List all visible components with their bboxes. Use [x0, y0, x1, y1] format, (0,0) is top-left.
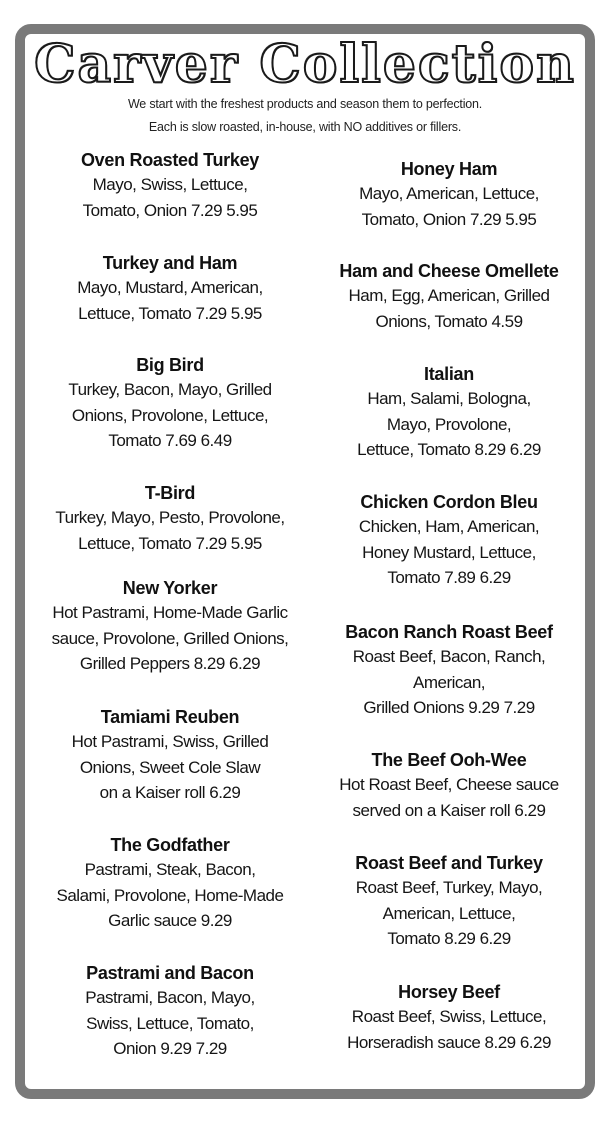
item-name: Ham and Cheese Omellete	[339, 261, 559, 281]
item-description-line: Tomato 7.69 6.49	[108, 431, 232, 450]
item-description-line: Tomato 8.29 6.29	[387, 929, 511, 948]
item-description-line: Pastrami, Bacon, Mayo,	[85, 988, 255, 1007]
item-description-line: Mayo, Swiss, Lettuce,	[92, 175, 248, 194]
item-description-line: Onions, Provolone, Lettuce,	[71, 405, 269, 425]
item-description-line: Grilled Peppers 8.29 6.29	[79, 654, 261, 673]
menu-subtitle-line-2: Each is slow roasted, in-house, with NO additives or fillers.	[148, 120, 462, 134]
item-description	[300, 644, 598, 721]
item-description	[30, 729, 310, 806]
menu-item-t-bird	[30, 481, 310, 556]
item-description-line: on a Kaiser roll 6.29	[99, 783, 241, 802]
item-name: Big Bird	[136, 355, 204, 375]
item-description	[300, 1004, 598, 1055]
menu-item-the-beef-ooh-wee	[300, 748, 598, 823]
item-description-line: Onions, Tomato 4.59	[375, 311, 523, 331]
item-name: Horsey Beef	[398, 982, 500, 1002]
item-name: The Godfather	[110, 835, 230, 855]
menu-item-turkey-and-ham	[30, 251, 310, 326]
item-description-line: Swiss, Lettuce, Tomato,	[86, 1013, 254, 1033]
item-description	[300, 386, 598, 463]
item-name: The Beef Ooh-Wee	[371, 750, 527, 770]
item-name: Italian	[424, 364, 474, 384]
menu-item-honey-ham	[300, 157, 598, 232]
item-name: Turkey and Ham	[102, 253, 238, 273]
item-description	[30, 172, 310, 223]
item-description-line: Mayo, American, Lettuce,	[359, 184, 539, 203]
menu-item-tamiami-reuben	[30, 705, 310, 806]
menu-subtitle-line-1: We start with the freshest products and season them to perfection.	[127, 97, 483, 111]
item-description-line: Tomato 7.89 6.29	[387, 568, 511, 587]
item-name: Bacon Ranch Roast Beef	[345, 622, 553, 642]
item-description-line: Ham, Egg, American, Grilled	[348, 286, 550, 305]
item-name: Pastrami and Bacon	[86, 963, 254, 983]
item-description	[30, 600, 310, 677]
item-description-line: Pastrami, Steak, Bacon,	[84, 860, 256, 879]
item-description	[300, 772, 598, 823]
menu-item-new-yorker	[30, 576, 310, 677]
item-description-line: Mayo, Provolone,	[386, 414, 512, 434]
item-description	[300, 283, 598, 334]
item-description	[30, 275, 310, 326]
menu-title: Carver Collection	[34, 34, 576, 95]
item-description-line: Mayo, Mustard, American,	[77, 278, 263, 297]
item-name: Tamiami Reuben	[100, 707, 240, 727]
item-description	[30, 985, 310, 1062]
item-description-line: Chicken, Ham, American,	[358, 517, 540, 536]
item-description-line: Tomato, Onion 7.29 5.95	[361, 209, 537, 229]
menu-item-roast-beef-and-turkey	[300, 851, 598, 952]
item-name: T-Bird	[144, 483, 196, 503]
item-description-line: served on a Kaiser roll 6.29	[352, 800, 546, 820]
item-description-line: Lettuce, Tomato 7.29 5.95	[78, 303, 262, 323]
item-description-line: Tomato, Onion 7.29 5.95	[82, 200, 258, 220]
menu-item-the-godfather	[30, 833, 310, 934]
menu-item-bacon-ranch-roast-beef	[300, 620, 598, 721]
item-description-line: Garlic sauce 9.29	[108, 911, 232, 930]
item-description	[30, 377, 310, 454]
item-name: Oven Roasted Turkey	[80, 150, 260, 170]
item-description-line: Onion 9.29 7.29	[113, 1039, 227, 1058]
item-description-line: Salami, Provolone, Home-Made	[56, 885, 284, 905]
item-description-line: American, Lettuce,	[382, 903, 516, 923]
menu-item-chicken-cordon-bleu	[300, 490, 598, 591]
item-name: Chicken Cordon Bleu	[360, 492, 538, 512]
item-description-line: American,	[412, 672, 486, 692]
item-description	[300, 875, 598, 952]
menu-item-italian	[300, 362, 598, 463]
item-description-line: Honey Mustard, Lettuce,	[362, 542, 536, 562]
item-description-line: Roast Beef, Turkey, Mayo,	[355, 878, 543, 897]
item-description	[30, 505, 310, 556]
menu-item-oven-roasted-turkey	[30, 148, 310, 223]
item-description-line: Hot Pastrami, Home-Made Garlic	[52, 603, 288, 622]
item-description-line: Roast Beef, Swiss, Lettuce,	[351, 1007, 547, 1026]
menu-item-ham-and-cheese-omellete	[300, 259, 598, 334]
item-description-line: Grilled Onions 9.29 7.29	[363, 698, 535, 717]
item-description-line: Ham, Salami, Bologna,	[367, 389, 531, 408]
item-description	[300, 514, 598, 591]
menu-item-big-bird	[30, 353, 310, 454]
item-name: Honey Ham	[400, 159, 498, 179]
item-description-line: Onions, Sweet Cole Slaw	[79, 757, 261, 777]
item-name: New Yorker	[122, 578, 218, 598]
item-description	[300, 181, 598, 232]
item-description	[30, 857, 310, 934]
item-name: Roast Beef and Turkey	[355, 853, 543, 873]
item-description-line: sauce, Provolone, Grilled Onions,	[51, 628, 289, 648]
item-description-line: Turkey, Bacon, Mayo, Grilled	[68, 380, 272, 399]
menu-item-pastrami-and-bacon	[30, 961, 310, 1062]
item-description-line: Lettuce, Tomato 7.29 5.95	[78, 533, 262, 553]
item-description-line: Turkey, Mayo, Pesto, Provolone,	[55, 508, 285, 527]
item-description-line: Horseradish sauce 8.29 6.29	[347, 1032, 551, 1052]
menu-item-horsey-beef	[300, 980, 598, 1055]
item-description-line: Lettuce, Tomato 8.29 6.29	[357, 440, 541, 459]
item-description-line: Hot Pastrami, Swiss, Grilled	[71, 732, 269, 751]
item-description-line: Hot Roast Beef, Cheese sauce	[339, 775, 559, 794]
item-description-line: Roast Beef, Bacon, Ranch,	[352, 647, 546, 666]
